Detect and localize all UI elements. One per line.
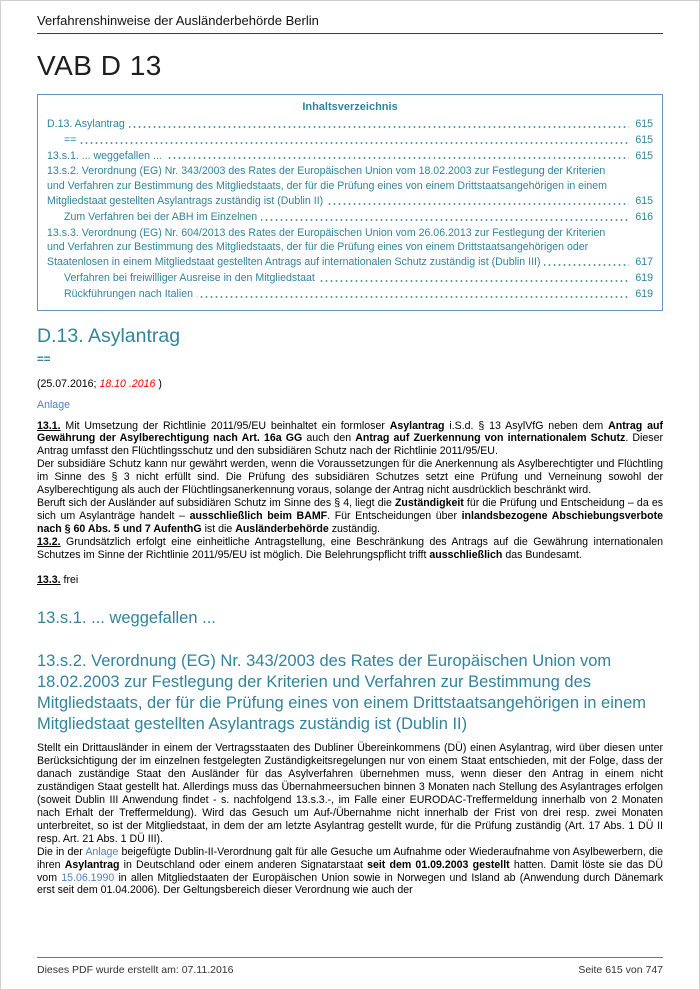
toc-entries xyxy=(47,117,653,302)
text-segment: 13.s.1. ... weggefallen ... xyxy=(37,609,216,628)
toc-entry-label: == xyxy=(64,134,80,146)
text-segment: Zuständigkeit xyxy=(394,497,464,509)
toc-entry-label: 13.s.2. Verordnung (EG) Nr. 343/2003 des Rates der Europäischen Union vom 18.02.2003 zur Festlegung der Kriterien und Verfahren zur Bestimmung des Mitgliedstaats, der für die Prüfung eines von einem Drittstaatsangehörigen in einem Mitgliedstaat gestellten Asylantrags zuständig ist (Dublin II) xyxy=(47,165,608,207)
section-heading xyxy=(37,608,663,629)
text-segment: beigefügte Dublin-II-Verordnung galt für alle Gesuche um Aufnahme oder Wiederaufnahme von Asylbewerbern, die ihren xyxy=(37,845,663,871)
text-segment: zuständig. xyxy=(328,522,381,535)
text-segment: Antrag auf Zuerkennung von internationalem Schutz xyxy=(355,432,626,445)
toc-entry[interactable] xyxy=(47,164,653,208)
text-segment: hatten. Damit löste sie das DÜ vom xyxy=(37,858,663,884)
page-title: VAB D 13 xyxy=(37,50,162,81)
toc-entry-label: 13.s.3. Verordnung (EG) Nr. 604/2013 des Rates der Europäischen Union vom 26.06.2013 zur Festlegung der Kriterien und Verfahren zur Bestimmung des Mitgliedstaats, der für die Prüfung eines von einem Drittstaatsangehörigen oder Staatenlosen in einem Mitgliedstaat gestellten Antrags auf internationalen Schutz zuständig ist (Dublin III) xyxy=(47,226,606,269)
text-segment: Grundsätzlich erfolgt eine einheitliche Antragstellung, eine Beschränkung des Antrags auf die Gewährung internationalen Schutzes im Sinne der Richtlinie 2011/95/EU ist möglich. Die Belehrungspflicht trifft xyxy=(37,535,663,561)
toc-entry-label: Rückführungen nach Italien xyxy=(64,288,197,300)
text-segment: Ausländerbehörde xyxy=(235,522,329,535)
toc-entry-page-number: 615 xyxy=(629,117,653,132)
section-heading xyxy=(37,325,663,348)
paragraph xyxy=(37,846,663,898)
text-segment: 18.10 .2016 xyxy=(99,377,159,390)
inline-link[interactable]: Anlage xyxy=(85,845,119,858)
toc-entry[interactable] xyxy=(47,226,653,270)
text-segment: in allen Mitgliedstaaten der Europäischen Union sowie in Norwegen und Island ab (Anwendung durch Dänemark erst seit dem 01.04.2006). Der Geltungsbereich dieser Verordnung wie auch der xyxy=(37,871,663,897)
text-segment: inlandsbezogene Abschiebungsverbote nach § 60 Abs. 5 und 7 AufenthG xyxy=(37,509,664,535)
text-segment: Beruft sich der Ausländer auf subsidiären Schutz im Sinne des § 4, liegt die xyxy=(37,497,395,509)
paragraph xyxy=(37,536,663,562)
toc-entry-page-number: 616 xyxy=(629,210,653,225)
text-segment: ) xyxy=(158,377,162,390)
text-segment: ausschließlich beim BAMF xyxy=(189,509,328,522)
document-body xyxy=(37,325,663,898)
table-of-contents xyxy=(37,94,663,311)
document-header-title: Verfahrenshinweise der Ausländerbehörde Berlin xyxy=(37,13,319,28)
toc-entry[interactable] xyxy=(64,271,653,286)
text-segment: i.S.d. § 13 AsylVfG neben dem xyxy=(444,419,609,432)
inline-link[interactable]: Anlage xyxy=(37,398,70,411)
text-segment: Die in der xyxy=(37,845,86,858)
text-segment: Mit Umsetzung der Richtlinie 2011/95/EU beinhaltet ein formloser xyxy=(60,419,390,432)
toc-entry-label: Verfahren bei freiwilliger Ausreise in den Mitgliedstaat xyxy=(64,272,319,284)
toc-title: Inhaltsverzeichnis xyxy=(302,101,398,113)
attachment-link-line xyxy=(37,399,663,411)
text-segment: ist die xyxy=(201,522,236,535)
footer-row xyxy=(37,964,663,976)
subsection-marker xyxy=(37,354,663,366)
text-segment: ausschließlich xyxy=(429,548,503,561)
text-segment: das Bundesamt. xyxy=(502,548,582,561)
text-segment: 13.s.2. Verordnung (EG) Nr. 343/2003 des Rates der Europäischen Union vom 18.02.2003 zur Festlegung der Kriterien und Verfahren zur Bestimmung des Mitgliedstaats, der für die Prüfung eines von einem Drittstaatsangehörigen in einem Mitgliedstaat gestellten Asylantrags zuständig ist (Dublin II) xyxy=(37,652,647,734)
toc-entry[interactable] xyxy=(64,210,653,225)
toc-entry-label: Zum Verfahren bei der ABH im Einzelnen xyxy=(64,211,261,223)
toc-entry-page-number: 615 xyxy=(629,149,653,164)
paragraph xyxy=(37,574,663,587)
toc-entry-page-number: 619 xyxy=(629,287,653,302)
text-segment: in Deutschland oder einem anderen Signatarstaat xyxy=(119,858,368,871)
toc-entry-page-number: 615 xyxy=(629,133,653,148)
footer-divider xyxy=(37,957,663,958)
revision-dates xyxy=(37,378,663,390)
footer-page-number: Seite 615 von 747 xyxy=(578,964,663,976)
paragraph xyxy=(37,420,663,459)
text-segment: für die Prüfung und Entscheidung – da es sich um Asylanträge handelt – xyxy=(37,497,664,522)
paragraph xyxy=(37,742,663,845)
text-segment: Der subsidiäre Schutz kann nur gewährt werden, wenn die Voraussetzungen für die Anerkennung als Asylberechtigter und Flüchtling im Sinne des § 3 nicht erfüllt sind. Die Prüfung des subsidiären Schutzes setzt eine Prüfung und Verneinung sowohl der Asylberechtigung als auch der Flüchtlingsanerkennung voraus, solange der Antrag nicht ausdrücklich beschränkt wird. xyxy=(37,458,663,497)
document-header xyxy=(37,13,663,34)
toc-entry-label: D.13. Asylantrag xyxy=(47,118,129,130)
page-footer xyxy=(37,952,663,976)
text-segment: 13.1. xyxy=(37,419,61,432)
toc-entry[interactable] xyxy=(47,117,653,132)
text-segment: Stellt ein Drittausländer in einem der Vertragsstaaten des Dubliner Übereinkommens (DÜ) einen Asylantrag, wird über diesen unter Berücksichtigung der im einzelnen festgelegten Zuständigkeitsregelungen nur von einem Staat entschieden, mit der Folge, dass der danach zuständige Staat den Ausländer für das Asylverfahren übernehmen muss, wenn dieser den Antrag in einem nicht zuständigen Staat gestellt hat. Allerdings muss das Übernahmeersuchen binnen 3 Monaten nach Stellung des Asylantrages erfolgen (soweit Dublin III Anwendung findet - s. nachfolgend 13.s.3.-, im Falle einer EURODAC-Treffermeldung innerhalb von 2 Monaten nach Erhalt der Treffermeldung). Wird das Gesuch um Auf-/Übernahme nicht innerhalb der Frist von drei resp. zwei Monaten unterbreitet, so ist der Mitgliedstaat, in dem der am letzte Asylantrag gestellt wurde, für die Prüfung zuständig (Art. 17 Abs. 1 DÜ II resp. Art. 21 Abs. 1 DÜ III). xyxy=(37,742,663,845)
text-segment: 13.3. xyxy=(37,573,61,586)
footer-created-date: Dieses PDF wurde erstellt am: 07.11.2016 xyxy=(37,964,234,976)
text-segment: == xyxy=(37,353,51,366)
text-segment: . Für Entscheidungen über xyxy=(327,509,462,522)
text-segment: auch den xyxy=(302,432,356,445)
inline-link[interactable]: 15.06.1990 xyxy=(61,871,115,884)
toc-entry[interactable] xyxy=(47,149,653,164)
toc-entry[interactable] xyxy=(64,133,653,148)
toc-entry[interactable] xyxy=(64,287,653,302)
text-segment: (25.07.2016; xyxy=(37,377,100,390)
text-segment: 13.2. xyxy=(37,535,61,548)
paragraph xyxy=(37,458,663,497)
text-segment: Asylantrag xyxy=(64,858,120,871)
text-segment: Antrag auf Gewährung der Asylberechtigung nach Art. 16a GG xyxy=(37,419,663,445)
text-segment: . Dieser Antrag umfasst den Flüchtlingsschutz und den subsidiären Schutz nach der Richtlinie 2011/95/EU. xyxy=(37,432,663,458)
text-segment: frei xyxy=(60,573,79,586)
text-segment: D.13. Asylantrag xyxy=(37,324,181,347)
toc-entry-page-number: 617 xyxy=(629,255,653,270)
toc-entry-label: 13.s.1. ... weggefallen ... xyxy=(47,150,166,162)
toc-entry-page-number: 619 xyxy=(629,271,653,286)
section-heading xyxy=(37,651,663,735)
paragraph xyxy=(37,497,663,536)
text-segment: seit dem 01.09.2003 gestellt xyxy=(367,858,510,871)
toc-entry-page-number: 615 xyxy=(629,194,653,209)
text-segment: Asylantrag xyxy=(389,419,445,432)
